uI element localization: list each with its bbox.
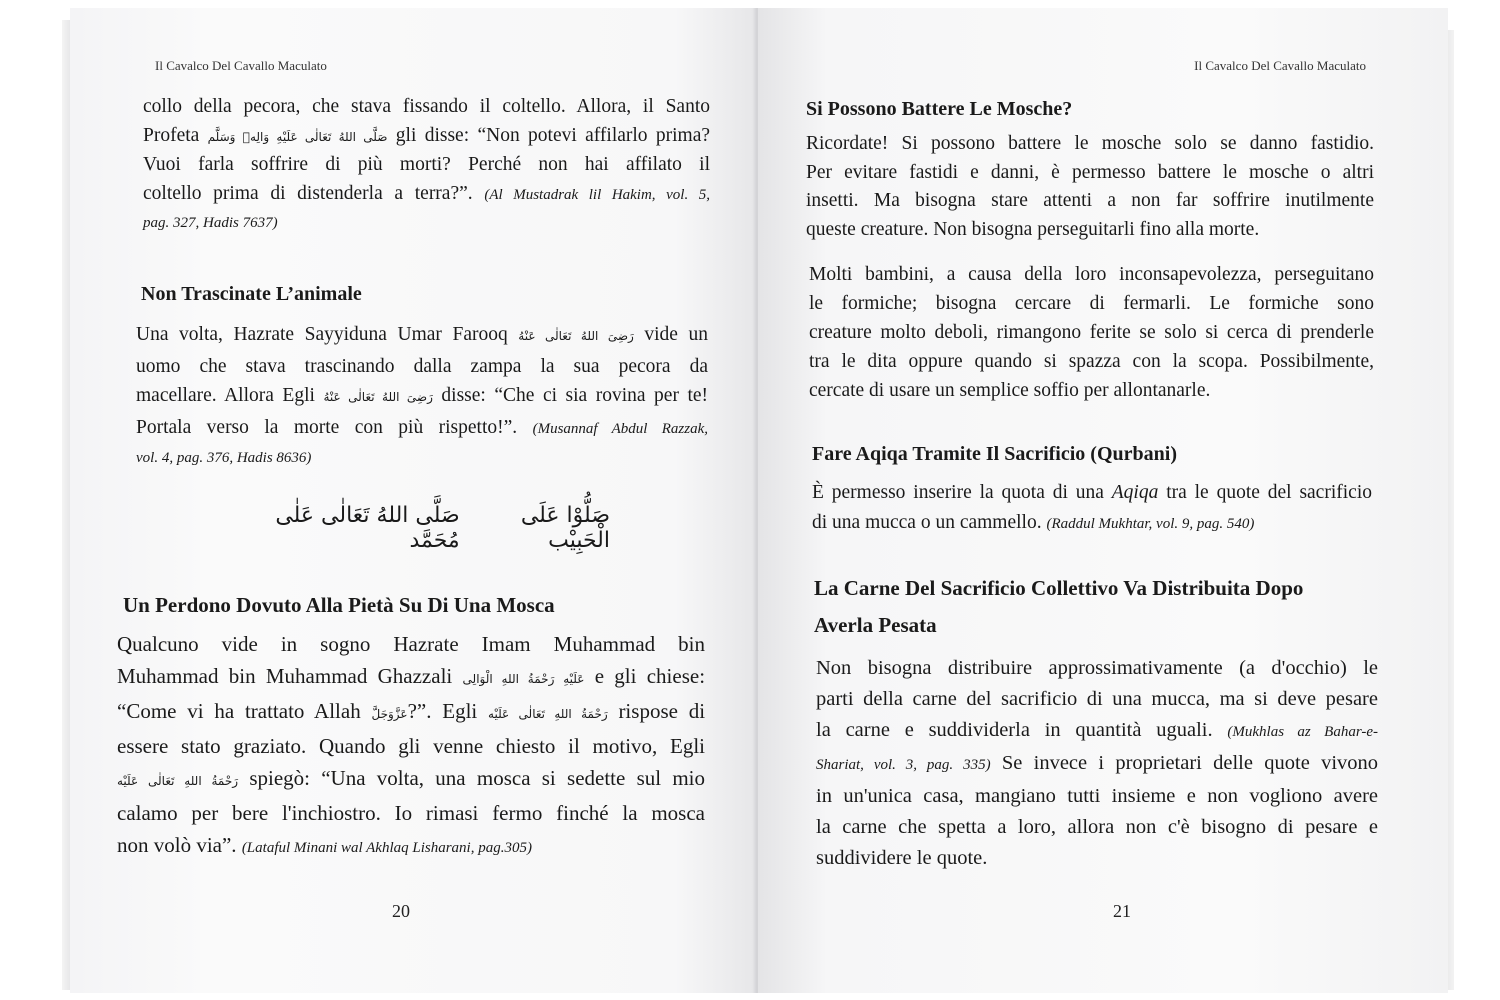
text-line: Ricordate! Si possono battere le mosche solo se danno fastidio.	[806, 133, 1374, 154]
text-line: tra le dita oppure quando si spazza con la scopa. Possibilmente,	[809, 351, 1374, 372]
section-heading: Non Trascinate L’animale	[141, 283, 362, 305]
text-line: in un'unica casa, mangiano tutti insieme e non vogliono avere	[816, 785, 1378, 807]
running-head-left: Il Cavalco Del Cavallo Maculato	[155, 58, 327, 73]
citation: (Mukhlas az Bahar-e-	[1227, 724, 1379, 740]
honorific-arabic: رَحْمَةُ اللهِ تَعَالٰى عَلَيْه	[488, 707, 608, 721]
text-line: Portala verso la morte con più rispetto!”. (Musannaf Abdul Razzak,	[136, 416, 709, 438]
citation: Shariat, vol. 3, pag. 335)	[816, 757, 991, 773]
running-head-right: Il Cavalco Del Cavallo Maculato	[1194, 58, 1366, 73]
left-page	[70, 8, 758, 993]
text-line: Shariat, vol. 3, pag. 335) Se invece i proprietari delle quote vivono	[816, 752, 1379, 774]
section-paragraph	[806, 130, 1374, 244]
right-page	[758, 8, 1448, 993]
section-heading: Fare Aqiqa Tramite Il Sacrificio (Qurbani)	[812, 443, 1177, 465]
text-line: cercate di usare un semplice soffio per allontanarle.	[809, 380, 1211, 401]
text-line: Molti bambini, a causa della loro inconsapevolezza, perseguitano	[809, 264, 1374, 285]
text-line: Non bisogna distribuire approssimativamente (a d'occhio) le	[816, 657, 1378, 679]
text-line: Muhammad bin Muhammad Ghazzali عَلَيْهِ رَحْمَةُ اللهِ الْوَالِى e gli chiese:	[117, 664, 706, 688]
text-line: Per evitare fastidi e danni, è permesso battere le mosche o altri	[806, 161, 1374, 183]
text-line: macellare. Allora Egli رَضِىَ اللهُ تَعَالٰى عَنْهُ disse: “Che ci sia rovina per te!	[136, 385, 709, 406]
text-line: È permesso inserire la quota di una Aqiqa tra le quote del sacrificio	[812, 482, 1372, 503]
honorific-arabic: صَلَّى اللهُ تَعَالٰى عَلَيْهِ وَالِهٖ وَسَلَّم	[207, 129, 388, 144]
text-line: calamo per bere l'inchiostro. Io rimasi fermo finché la mosca	[117, 801, 705, 825]
text-line: queste creature. Non bisogna perseguitarli fino alla morte.	[806, 218, 1260, 240]
section-paragraph	[812, 478, 1372, 539]
durood-response: صَلَّى اللهُ تَعَالٰى عَلٰى مُحَمَّد	[275, 503, 460, 553]
durood-invocation	[230, 503, 610, 553]
citation: vol. 4, pag. 376, Hadis 8636)	[136, 450, 312, 466]
text-line: Profeta صَلَّى اللهُ تَعَالٰى عَلَيْهِ وَالِهٖ وَسَلَّم gli disse: “Non potevi affilarlo prima?	[143, 124, 711, 146]
text-line: Vuoi farla soffrire di più morti? Perché non hai affilato il	[143, 154, 710, 175]
text-line: رَحْمَةُ اللهِ تَعَالٰى عَلَيْه spiegò: “Una volta, una mosca si sedette sul mio	[117, 766, 706, 790]
section-paragraph	[809, 260, 1374, 405]
section-paragraph	[136, 320, 708, 474]
honorific-arabic: عَزَّوَجَلَّ	[371, 707, 408, 721]
text-line: suddividere le quote.	[816, 847, 988, 869]
text-line: non volò via”. (Lataful Minani wal Akhlaq Lisharani, pag.305)	[117, 833, 532, 857]
section-heading: Un Perdono Dovuto Alla Pietà Su Di Una Mosca	[123, 593, 555, 617]
text-line: creature molto deboli, rimangono ferite se solo si cerca di prenderle	[809, 322, 1374, 343]
page-number: 20	[392, 901, 410, 921]
honorific-arabic: عَلَيْهِ رَحْمَةُ اللهِ الْوَالِى	[462, 672, 585, 686]
text-line: la carne che spetta a loro, allora non c'è bisogno di pesare e	[816, 816, 1378, 838]
page-number: 21	[1113, 901, 1131, 921]
text-line: Una volta, Hazrate Sayyiduna Umar Farooq رَضِىَ اللهُ تَعَالٰى عَنْهُ vide un	[136, 324, 709, 345]
citation: pag. 327, Hadis 7637)	[143, 215, 278, 231]
citation: (Raddul Mukhtar, vol. 9, pag. 540)	[1046, 516, 1255, 532]
section-heading-cont: Averla Pesata	[814, 613, 937, 637]
durood-call: صَلُّوْا عَلَى الْحَبِيْب	[520, 503, 610, 553]
honorific-arabic: رَضِىَ اللهُ تَعَالٰى عَنْهُ	[323, 390, 433, 404]
section-heading: La Carne Del Sacrificio Collettivo Va Distribuita Dopo	[814, 576, 1304, 600]
section-heading: Si Possono Battere Le Mosche?	[806, 98, 1073, 120]
honorific-arabic: رَحْمَةُ اللهِ تَعَالٰى عَلَيْه	[117, 774, 239, 788]
text-line: le formiche; bisogna cercare di fermarli. Le formiche sono	[809, 293, 1374, 314]
text-line: parti della carne del sacrificio di una mucca, ma si deve pesare	[816, 688, 1378, 710]
intro-paragraph	[143, 93, 710, 238]
text-line: insetti. Ma bisogna stare attenti a non far soffrire inutilmente	[806, 190, 1374, 211]
honorific-arabic: رَضِىَ اللهُ تَعَالٰى عَنْهُ	[518, 329, 634, 343]
text-line: uomo che stava trascinando dalla zampa la sua pecora da	[136, 355, 708, 377]
text-line: Qualcuno vide in sogno Hazrate Imam Muhammad bin	[117, 632, 705, 656]
text-line: collo della pecora, che stava fissando il coltello. Allora, il Santo	[143, 96, 710, 117]
text-line: “Come vi ha trattato Allah عَزَّوَجَلَّ?”. Egli رَحْمَةُ اللهِ تَعَالٰى عَلَيْه rispose di	[117, 699, 706, 723]
citation: (Musannaf Abdul Razzak,	[532, 420, 709, 437]
section-paragraph	[117, 628, 705, 864]
text-line: essere stato graziato. Quando gli venne chiesto il motivo, Egli	[117, 734, 705, 758]
text-line: coltello prima di distenderla a terra?”. (Al Mustadrak lil Hakim, vol. 5,	[143, 182, 710, 204]
section-paragraph	[816, 653, 1378, 874]
citation: (Al Mustadrak lil Hakim, vol. 5,	[484, 186, 710, 203]
text-line: di una mucca o un cammello. (Raddul Mukhtar, vol. 9, pag. 540)	[812, 512, 1255, 533]
citation: (Lataful Minani wal Akhlaq Lisharani, pag.305)	[241, 840, 532, 856]
text-line: la carne e suddividerla in quantità uguali. (Mukhlas az Bahar-e-	[816, 719, 1379, 741]
